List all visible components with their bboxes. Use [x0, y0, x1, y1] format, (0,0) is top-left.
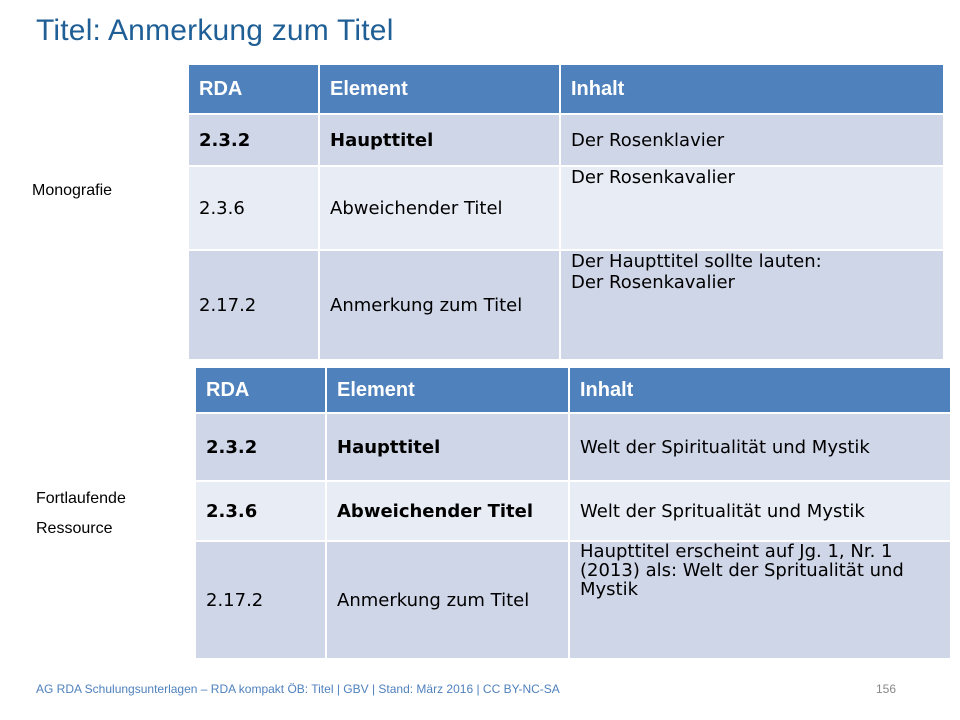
cell-inhalt [560, 250, 944, 360]
cell-rda: 2.17.2 [188, 250, 319, 360]
cell-inhalt: Welt der Spritualität und Mystik [569, 481, 951, 541]
cell-inhalt: Der Rosenkavalier [560, 166, 944, 250]
footer-text: AG RDA Schulungsunterlagen – RDA kompakt ÖB: Titel | GBV | Stand: März 2016 | CC BY-NC-SA [36, 682, 560, 696]
rda-table-monograph [187, 63, 945, 361]
cell-inhalt: Welt der Spiritualität und Mystik [569, 413, 951, 481]
label-monograph: Monografie [32, 182, 113, 199]
page-number: 156 [876, 682, 897, 696]
table-row [195, 481, 951, 541]
header-element: Element [319, 64, 560, 114]
cell-inhalt-line1: Der Haupttitel sollte lauten: [571, 251, 822, 272]
cell-rda: 2.3.2 [195, 413, 326, 481]
cell-rda: 2.3.6 [195, 481, 326, 541]
cell-inhalt: Der Rosenklavier [560, 114, 944, 166]
cell-element: Haupttitel [319, 114, 560, 166]
rda-table-serial [194, 366, 952, 660]
table-row [195, 541, 951, 659]
table-row [188, 114, 944, 166]
cell-element: Abweichender Titel [319, 166, 560, 250]
slide-title: Titel: Anmerkung zum Titel [36, 14, 394, 47]
cell-rda: 2.17.2 [195, 541, 326, 659]
cell-element: Haupttitel [326, 413, 569, 481]
cell-rda: 2.3.2 [188, 114, 319, 166]
header-inhalt: Inhalt [560, 64, 944, 114]
cell-element: Abweichender Titel [326, 481, 569, 541]
table-row [188, 166, 944, 250]
header-rda: RDA [188, 64, 319, 114]
cell-inhalt-line2: Der Rosenkavalier [571, 272, 735, 293]
header-inhalt: Inhalt [569, 367, 951, 413]
cell-inhalt: Haupttitel erscheint auf Jg. 1, Nr. 1 (2013) als: Welt der Spritualität und Mystik [569, 541, 951, 659]
header-rda: RDA [195, 367, 326, 413]
cell-element: Anmerkung zum Titel [319, 250, 560, 360]
label-serial [36, 484, 126, 544]
cell-element: Anmerkung zum Titel [326, 541, 569, 659]
header-element: Element [326, 367, 569, 413]
table-row [195, 413, 951, 481]
cell-rda: 2.3.6 [188, 166, 319, 250]
label-serial-line2: Ressource [36, 520, 113, 537]
label-serial-line1: Fortlaufende [36, 490, 126, 507]
table-row [188, 250, 944, 360]
